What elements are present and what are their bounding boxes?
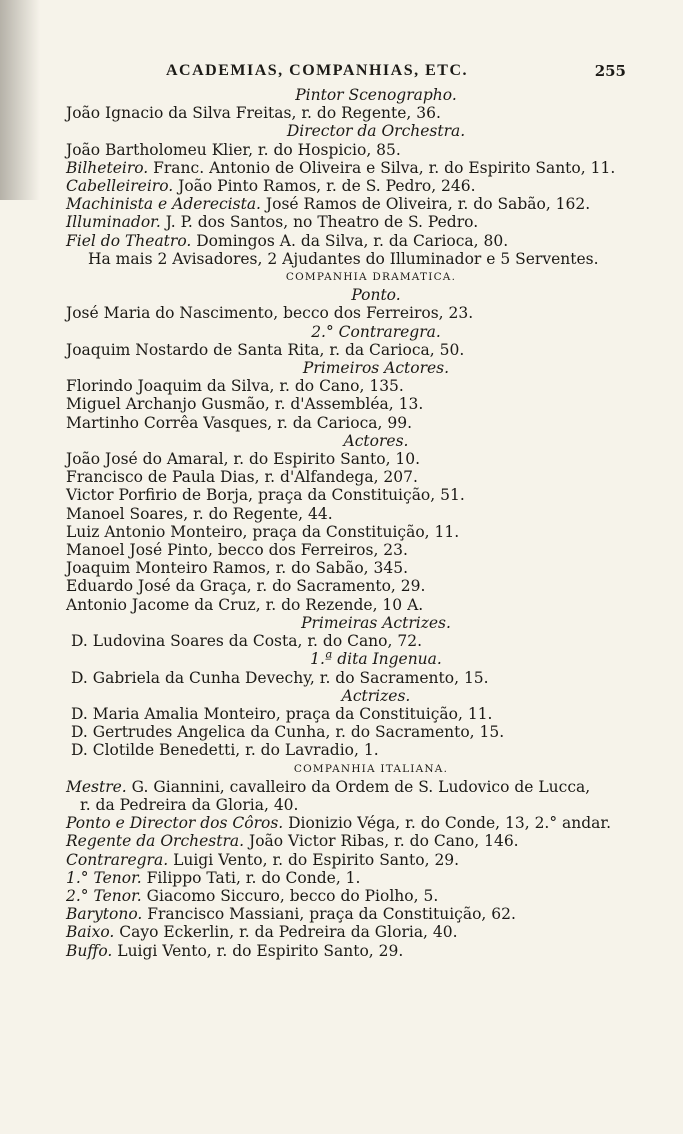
role-holder: Franc. Antonio de Oliveira e Silva, r. do Espirito Santo, 11. xyxy=(148,158,616,177)
section-heading: Primeiras Actrizes. xyxy=(301,613,451,632)
entry-line: Florindo Joaquim da Silva, r. do Cano, 135. xyxy=(66,377,404,396)
section-heading: Actores. xyxy=(343,431,409,450)
section-heading: 1.ª dita Ingenua. xyxy=(310,650,442,669)
role-label: Contraregra. xyxy=(66,850,169,869)
role-entry-line xyxy=(66,232,626,250)
role-entry-line xyxy=(66,778,626,796)
role-entry-line xyxy=(66,869,626,887)
role-entry-line xyxy=(66,832,626,850)
role-label: Mestre. xyxy=(66,777,127,796)
role-label: Machinista e Aderecista. xyxy=(66,195,261,214)
role-label: Regente da Orchestra. xyxy=(66,832,245,851)
page-gutter-shadow xyxy=(0,0,40,200)
section-heading: Primeiros Actores. xyxy=(302,359,450,378)
role-label: 1.° Tenor. xyxy=(66,868,142,887)
running-title: ACADEMIAS, COMPANHIAS, ETC. xyxy=(166,62,468,79)
role-holder: Domingos A. da Silva, r. da Carioca, 80. xyxy=(191,231,509,250)
section-heading: Ponto. xyxy=(351,286,401,305)
role-holder: Luigi Vento, r. do Espirito Santo, 29. xyxy=(168,850,460,869)
entry-line: Miguel Archanjo Gusmão, r. d'Assembléa, 13. xyxy=(66,395,424,414)
role-label: Buffo. xyxy=(66,941,113,960)
entry-line: Luiz Antonio Monteiro, praça da Constituição, 11. xyxy=(66,522,460,541)
role-holder: João Victor Ribas, r. do Cano, 146. xyxy=(244,832,519,851)
section-heading: Actrizes. xyxy=(341,686,411,705)
role-label: Illuminador. xyxy=(66,213,161,232)
role-entry-line xyxy=(66,814,626,832)
entry-line: D. Maria Amalia Monteiro, praça da Constituição, 11. xyxy=(71,704,493,723)
entry-line: João José do Amaral, r. do Espirito Santo, 10. xyxy=(66,450,421,469)
role-entry-line xyxy=(66,213,626,231)
role-entry-line xyxy=(66,887,626,905)
role-holder: Filippo Tati, r. do Conde, 1. xyxy=(141,868,361,887)
role-holder: Giacomo Siccuro, becco do Piolho, 5. xyxy=(141,886,439,905)
page-number: 255 xyxy=(594,62,626,80)
company-heading: COMPANHIA ITALIANA. xyxy=(293,762,449,775)
role-label: Bilheteiro. xyxy=(66,158,149,177)
page-header xyxy=(66,58,626,82)
role-holder: José Ramos de Oliveira, r. do Sabão, 162. xyxy=(260,195,591,214)
role-entry-line xyxy=(66,942,626,960)
entry-line: Martinho Corrêa Vasques, r. da Carioca, 99. xyxy=(66,413,413,432)
company-heading: COMPANHIA DRAMATICA. xyxy=(285,271,457,284)
entry-line: D. Gabriela da Cunha Devechy, r. do Sacramento, 15. xyxy=(71,668,489,687)
role-holder: Cayo Eckerlin, r. da Pedreira da Gloria, 40. xyxy=(114,923,458,942)
entry-line: D. Gertrudes Angelica da Cunha, r. do Sacramento, 15. xyxy=(71,723,505,742)
role-label: Fiel do Theatro. xyxy=(66,231,192,250)
role-label: 2.° Tenor. xyxy=(66,886,142,905)
role-holder: G. Giannini, cavalleiro da Ordem de S. Ludovico de Lucca, xyxy=(126,777,591,796)
section-heading: 2.° Contraregra. xyxy=(311,322,441,341)
role-holder: João Pinto Ramos, r. de S. Pedro, 246. xyxy=(173,177,476,196)
note-line: Ha mais 2 Avisadores, 2 Ajudantes do Illuminador e 5 Serventes. xyxy=(88,249,599,268)
entry-line: Victor Porfirio de Borja, praça da Constituição, 51. xyxy=(66,486,465,505)
role-entry-line xyxy=(66,905,626,923)
document-page xyxy=(66,58,626,960)
entry-line: D. Clotilde Benedetti, r. do Lavradio, 1. xyxy=(71,741,379,760)
role-entry-line xyxy=(66,923,626,941)
role-holder: Dionizio Véga, r. do Conde, 13, 2.° andar. xyxy=(283,814,612,833)
entry-line: João Bartholomeu Klier, r. do Hospicio, 85. xyxy=(66,140,401,159)
section-heading: Director da Orchestra. xyxy=(286,122,466,141)
role-holder: J. P. dos Santos, no Theatro de S. Pedro. xyxy=(160,213,479,232)
role-entry-line xyxy=(66,159,626,177)
entry-line: D. Ludovina Soares da Costa, r. do Cano, 72. xyxy=(71,632,422,651)
entry-line: Antonio Jacome da Cruz, r. do Rezende, 10 A. xyxy=(66,595,424,614)
entry-line: Manoel Soares, r. do Regente, 44. xyxy=(66,504,333,523)
entry-continuation: r. da Pedreira da Gloria, 40. xyxy=(80,795,299,814)
role-label: Ponto e Director dos Côros. xyxy=(66,814,284,833)
entry-line: Eduardo José da Graça, r. do Sacramento, 29. xyxy=(66,577,426,596)
role-holder: Francisco Massiani, praça da Constituição, 62. xyxy=(142,905,516,924)
section-heading: Pintor Scenographo. xyxy=(295,86,457,104)
role-label: Barytono. xyxy=(66,905,143,924)
entry-line: Joaquim Monteiro Ramos, r. do Sabão, 345. xyxy=(66,559,409,578)
entry-line: João Ignacio da Silva Freitas, r. do Regente, 36. xyxy=(66,104,441,123)
entry-line: Manoel José Pinto, becco dos Ferreiros, 23. xyxy=(66,541,408,560)
role-label: Baixo. xyxy=(66,923,115,942)
page-body xyxy=(66,86,626,960)
entry-line: Joaquim Nostardo de Santa Rita, r. da Carioca, 50. xyxy=(66,340,465,359)
entry-line: José Maria do Nascimento, becco dos Ferreiros, 23. xyxy=(66,304,474,323)
role-entry-line xyxy=(66,195,626,213)
role-label: Cabelleireiro. xyxy=(66,177,174,196)
entry-line: Francisco de Paula Dias, r. d'Alfandega, 207. xyxy=(66,468,418,487)
role-holder: Luigi Vento, r. do Espirito Santo, 29. xyxy=(112,941,404,960)
role-entry-line xyxy=(66,177,626,195)
role-entry-line xyxy=(66,851,626,869)
